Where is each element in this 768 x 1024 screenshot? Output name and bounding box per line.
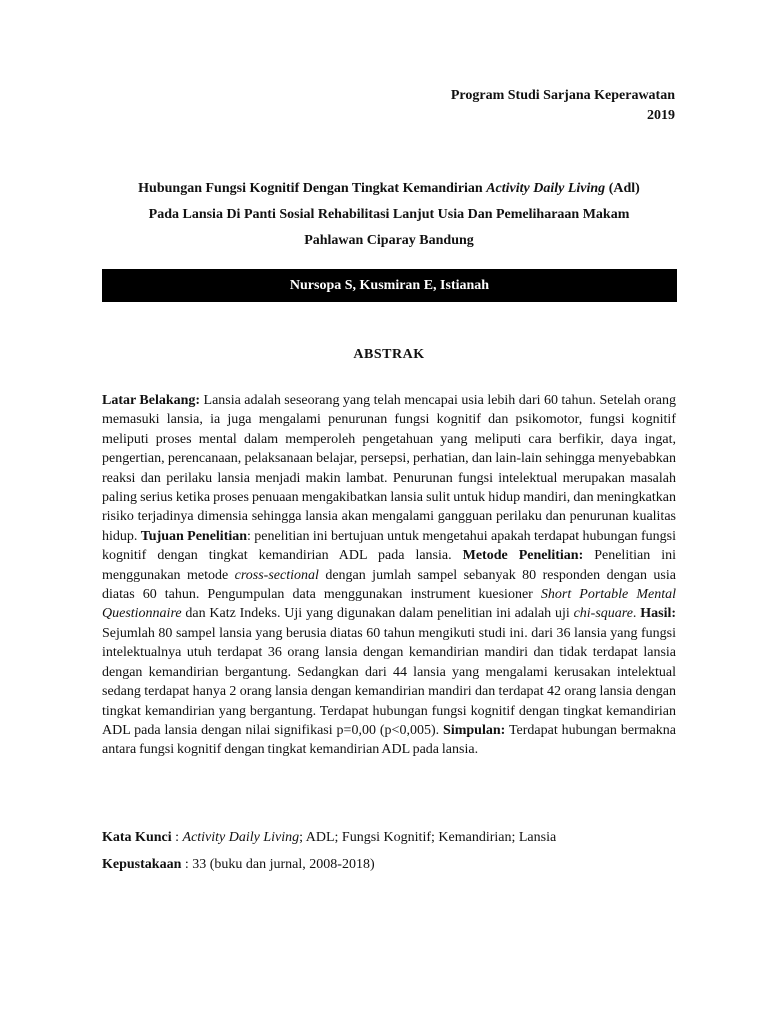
results-text: Sejumlah 80 sampel lansia yang berusia diatas 60 tahun mengikuti studi ini. dari 36 lansia yang fungsi intelektualnya utuh terdapat 36 orang lansia dengan kemandirian mandiri dan tidak terdapat lansia dengan kemandirian bergantung. Sedangkan dari 44 lansia yang mengalami kerusakan intelektual sedang terdapat hanya 2 orang lansia dengan kemandirian mandiri dan terdapat 42 orang lansia dengan tingkat kemandirian yang bergantung. Terdapat hubungan fungsi kognitif dengan tingkat kemandirian ADL pada lansia dengan nilai signifikasi p=0,00 (p<0,005). [102,625,676,738]
method-text-2: dengan jumlah sampel sebanyak 80 responden dengan usia diatas 60 tahun. Pengumpulan data menggunakan instrument kuesioner [102,567,676,603]
program-year: 2019 [647,108,675,123]
title-line-1 [100,176,678,202]
method-text-4: . [632,606,641,622]
method-text-1: Penelitian ini menggunakan metode [102,548,676,583]
keywords-label: Kata Kunci [102,830,172,845]
title-line-1-italic: Activity Daily Living [486,181,606,196]
title-line-3: Pahlawan Ciparay Bandung [304,233,474,248]
abstract-heading: ABSTRAK [353,347,425,362]
keywords-separator: : [171,830,183,845]
conclusion-text: Terdapat hubungan bermakna antara fungsi kognitif dengan tingkat kemandirian ADL pada lansia. [102,722,677,758]
objective-text: : penelitian ini bertujuan untuk mengetahui apakah terdapat hubungan fungsi kognitif dengan tingkat kemandirian ADL pada lansia. [102,528,676,564]
title-line-2: Pada Lansia Di Panti Sosial Rehabilitasi Lanjut Usia Dan Pemeliharaan Makam [148,207,630,222]
authors-bar [102,269,677,302]
keywords-italic: Activity Daily Living [182,830,300,845]
abstract-body [102,391,676,760]
references-line [102,855,682,874]
background-label: Latar Belakang: [102,393,201,408]
keywords-line [102,828,682,847]
results-label: Hasil: [640,606,677,622]
references-label: Kepustakaan [102,857,182,872]
method-label: Metode Penelitian: [462,548,584,564]
title-line-1-text: Hubungan Fungsi Kognitif Dengan Tingkat Kemandirian [138,181,487,196]
document-title [100,176,678,254]
background-text: Lansia adalah seseorang yang telah mencapai usia lebih dari 60 tahun. Setelah orang memasuki lansia, ia juga mengalami penurunan fungsi kognitif dan psikomotor, fungsi kognitif meliputi proses mental dalam memperoleh pengetahuan yang meliputi cara berfikir, daya ingat, pengertian, perencanaan, pelaksanaan belajar, persepsi, perhatian, dan lain-lain sehingga menyebabkan reaksi dan perilaku lansia menjadi makin lambat. Penurunan fungsi intelektual merupakan masalah paling serius ketika proses penuaan mengakibatkan lansia sulit untuk hidup mandiri, dan meningkatkan risiko terjadinya dimensia sehingga lansia akan mengalami gangguan perilaku dan penurunan kualitas hidup. [102,393,676,544]
authors: Nursopa S, Kusmiran E, Istianah [289,277,490,293]
method-instrument: Short Portable Mental Questionnaire [102,587,676,622]
method-text-3: dan Katz Indeks. Uji yang digunakan dalam penelitian ini adalah uji [181,606,574,622]
conclusion-label: Simpulan: [443,722,506,738]
keywords-rest: ; ADL; Fungsi Kognitif; Kemandirian; Lansia [299,830,557,845]
program-name: Program Studi Sarjana Keperawatan [450,88,675,103]
method-test: chi-square [573,606,633,622]
objective-label: Tujuan Penelitian [140,528,248,544]
references-text: : 33 (buku dan jurnal, 2008-2018) [181,857,375,872]
program-header [451,86,675,126]
title-line-1-suffix: (Adl) [605,181,640,196]
method-design: cross-sectional [234,567,319,583]
